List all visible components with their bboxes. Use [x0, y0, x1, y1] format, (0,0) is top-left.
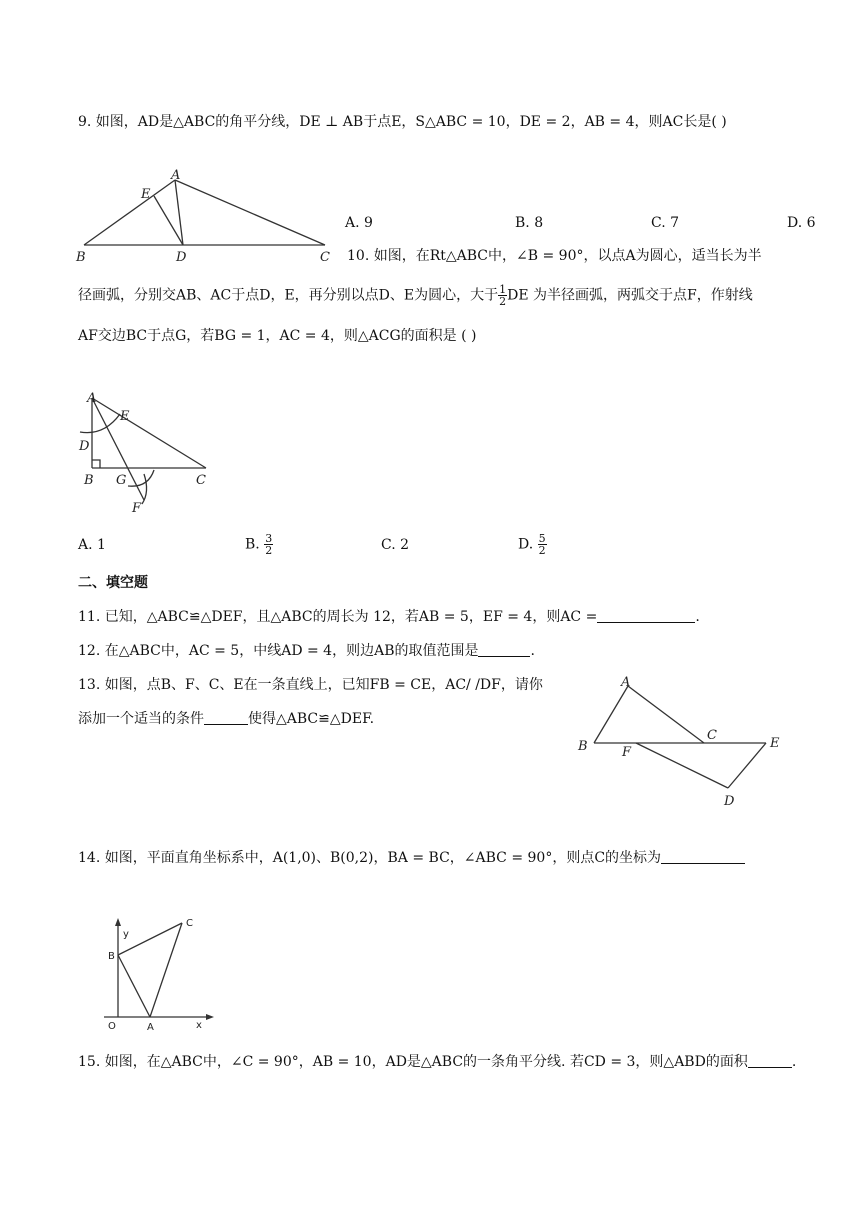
q10-option-d-fraction: $\frac{5}{2}$ [538, 532, 546, 557]
q9-label-d: D [176, 250, 187, 265]
q13-line1: 13. 如图，点B、F、C、E在一条直线上，已知FB = CE，AC/ /DF，请你 [78, 677, 543, 693]
q10-label-c: C [196, 473, 206, 488]
q13-figure [576, 668, 816, 818]
q9-label-e: E [141, 187, 151, 202]
q10-line3: AF交边BC于点G，若BG = 1，AC = 4，则△ACG的面积是 ( ) [78, 328, 477, 344]
q9-label-c: C [320, 250, 330, 265]
q9-option-d: D. 6 [787, 215, 816, 231]
q14-figure [104, 912, 224, 1037]
q10-label-g: G [116, 473, 127, 488]
q9-figure [75, 170, 335, 270]
q13-label-f: F [622, 745, 632, 760]
q14-label-c: C [186, 918, 193, 929]
q14-text: 14. 如图，平面直角坐标系中，A(1,0)、B(0,2)，BA = BC，∠ABC = 90°，则点C的坐标为 [78, 848, 745, 868]
q10-label-d: D [79, 439, 90, 454]
q10-option-c: C. 2 [381, 537, 410, 553]
q15-text: 15. 如图，在△ABC中，∠C = 90°，AB = 10，AD是△ABC的一条角平分线. 若CD = 3，则△ABD的面积 . [78, 1054, 797, 1070]
q12-answer-blank[interactable] [478, 642, 530, 657]
q9-label-a: A [171, 168, 181, 183]
q13-line2: 添加一个适当的条件 使得△ABC≌△DEF. [78, 711, 375, 727]
q14-label-o: O [108, 1021, 116, 1032]
q13-label-c: C [707, 728, 717, 743]
q10-option-b: B. $\frac{3}{2}$ [245, 532, 273, 557]
q10-label-a: A [87, 391, 97, 406]
q10-figure [76, 388, 226, 518]
q10-option-b-fraction: $\frac{3}{2}$ [265, 532, 273, 557]
q14-label-x: x [196, 1020, 202, 1031]
q10-line2-part-a: 径画弧，分别交AB、AC于点D，E，再分别以点D、E为圆心，大于 [78, 287, 499, 304]
q9-option-c: C. 7 [651, 215, 680, 231]
q11-text: 11. 已知，△ABC≌△DEF，且△ABC的周长为 12，若AB = 5，EF = 4，则AC = . [78, 609, 700, 625]
q14-label-a: A [147, 1022, 154, 1033]
q9-option-b: B. 8 [515, 215, 544, 231]
q10-option-d: D. $\frac{5}{2}$ [518, 532, 546, 557]
q15-answer-blank[interactable] [748, 1053, 792, 1068]
q10-half-fraction: $\frac{1}{2}$ [499, 283, 507, 308]
q14-label-y: y [123, 929, 129, 940]
q9-text: 9. 如图，AD是△ABC的角平分线，DE ⊥ AB于点E，S△ABC = 10，DE = 2，AB = 4，则AC长是( ) [78, 114, 727, 130]
q13-label-e: E [770, 736, 780, 751]
section-title: 二、填空题 [78, 575, 148, 591]
q13-answer-blank[interactable] [204, 710, 248, 725]
q13-label-d: D [724, 794, 735, 809]
q9-label-b: B [76, 250, 86, 265]
q10-line1: 10. 如图，在Rt△ABC中，∠B = 90°，以点A为圆心，适当长为半 [347, 248, 762, 264]
q13-label-b: B [578, 739, 588, 754]
q10-line2 [78, 284, 753, 307]
q13-label-a: A [621, 675, 631, 690]
q9-option-a: A. 9 [345, 215, 373, 231]
q12-text: 12. 在△ABC中，AC = 5，中线AD = 4，则边AB的取值范围是 . [78, 643, 535, 659]
q14-label-b: B [108, 951, 115, 962]
q10-label-e: E [120, 409, 130, 424]
q14-answer-blank[interactable] [661, 849, 745, 864]
q10-label-b: B [84, 473, 94, 488]
q11-answer-blank[interactable] [597, 608, 695, 623]
q10-line2-part-b: DE 为半径画弧，两弧交于点F，作射线 [507, 287, 753, 304]
q10-label-f: F [132, 501, 142, 516]
q10-option-a: A. 1 [78, 537, 106, 553]
